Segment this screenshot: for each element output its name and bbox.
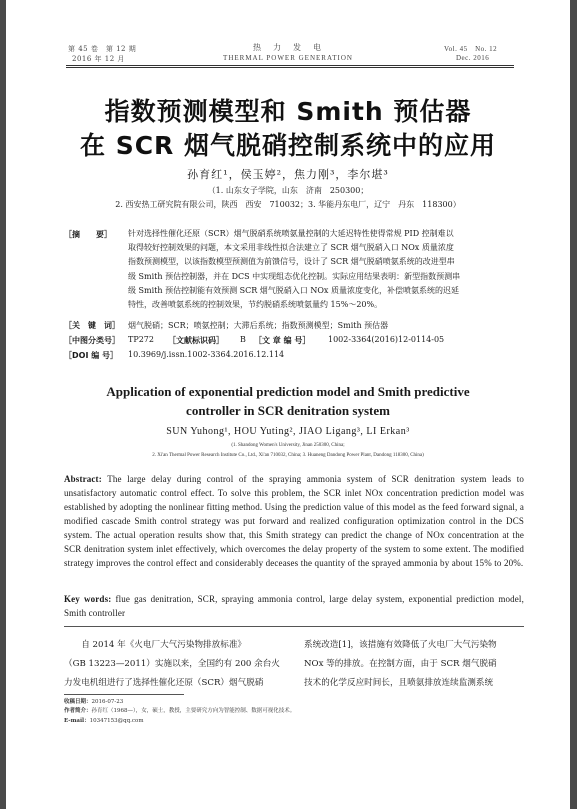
body-right-line: NOx 等的排放。在控制方面，由于 SCR 烟气脱硝 [304, 659, 497, 669]
author-email[interactable]: 10347153@qq.com [89, 718, 144, 724]
body-column-left [64, 636, 282, 693]
author-bio-label: 作者简介： [64, 708, 92, 714]
keywords-en-label: Key words: [64, 594, 112, 604]
clc-code: TP272 [128, 335, 154, 344]
clc-label: ［中图分类号］ [64, 336, 120, 345]
header-date-en: Dec. 2016 [456, 54, 490, 62]
abstract-cn-line: 针对选择性催化还原（SCR）烟气脱硝系统喷氨量控制的大延迟特性使得常规 PID 控制难以 [128, 229, 454, 238]
doc-code-label: ［文献标识码］ [168, 336, 224, 345]
body-left-line: 自 2014 年《火电厂大气污染物排放标准》 [64, 640, 247, 650]
section-divider [64, 626, 524, 627]
header-vol-en: Vol. 45 No. 12 [444, 45, 498, 53]
header-journal-cn: 热 力 发 电 [253, 43, 323, 52]
body-left-line: （GB 13223—2011）实施以来，全国约有 200 余台火 [64, 659, 280, 669]
doi-label: ［DOI 编 号］ [64, 351, 118, 360]
footnote-rule [64, 694, 184, 695]
abstract-en-label: Abstract: [64, 474, 102, 484]
body-right-line: 技术的化学反应时间长，且喷氨排放连续监测系统 [304, 678, 494, 688]
footnote-email [64, 716, 144, 724]
keywords-en-text: flue gas denitration, SCR, spraying ammonia control, large delay system, exponential prediction model, Smith controller [64, 594, 524, 618]
abstract-cn-line: 级 Smith 预估控制能有效预测 SCR 烟气脱硝入口 NOx 质量浓度变化，补偿喷氨系统的迟延 [128, 285, 459, 295]
body-column-right [304, 636, 522, 693]
title-cn-line1: 指数预测模型和 Smith 预估器 [104, 97, 472, 126]
body-right-line: 系统改造[1]，该措施有效降低了火电厂大气污染物 [304, 640, 497, 650]
title-cn-line2: 在 SCR 烟气脱硝控制系统中的应用 [79, 131, 496, 160]
article-no: 1002-3364(2016)12-0114-05 [328, 335, 445, 344]
header-volume: 第 45 卷 第 12 期 [68, 45, 137, 53]
keywords-en-block [64, 592, 524, 620]
abstract-en-text: The large delay during control of the spraying ammonia system of SCR denitration system leads to unsatisfactory automatic control effect. To solve this problem, the SCR inlet NOx concentration prediction model was established by adopting the nonlinear fitting method. Using the prediction value of this model as the feed forward signal, a modified cascade Smith control strategy was put forward and realized configuration optimization control in the DCS system. The actual operation results show that, this Smith strategy can predict the change of NOx concentration at the SCR denitration system inlet effectively, which overcomes the delay property of the system to some extent. The modified strategy improves the control effect and considerably deceases the quantity of the sprayed ammonia by about 15% to 20%. [64, 474, 524, 568]
email-label: E-mail： [64, 718, 90, 724]
keywords-cn-label: ［关 键 词］ [64, 321, 120, 330]
author-bio: 孙育红（1968—），女，硕士，教授，主要研究方向为智能控制、数据可视化技术。 [91, 708, 296, 714]
abstract-cn-line: 取得较好控制效果的问题，本文采用非线性拟合法建立了 SCR 烟气脱硝入口 NOx 质量浓度 [128, 243, 454, 253]
keywords-cn: 烟气脱硝；SCR；喷氨控制；大滞后系统；指数预测模型；Smith 预估器 [128, 321, 389, 330]
received-date: 2016-07-23 [91, 699, 124, 705]
journal-page [6, 0, 570, 809]
title-en-line1: Application of exponential prediction model and Smith predictive [106, 384, 470, 399]
authors-en: SUN Yuhong¹, HOU Yuting², JIAO Ligang³, LI Erkan³ [166, 426, 410, 437]
received-label: 收稿日期： [64, 699, 92, 705]
affiliation-en-1: (1. Shandong Women's University, Jinan 250300, China; [231, 443, 345, 448]
article-no-label: ［文 章 编 号］ [254, 336, 311, 345]
doi-value[interactable]: 10.3969/j.issn.1002-3364.2016.12.114 [128, 350, 285, 359]
abstract-cn-line: 特性，改善喷氨系统的控制效果，节约脱硝系统喷氨量约 15%～20%。 [128, 300, 383, 310]
abstract-cn-body [128, 227, 528, 312]
affiliation-cn-1: （1. 山东女子学院，山东 济南 250300； [207, 186, 369, 195]
authors-cn: 孙育红¹，侯玉婷²，焦力刚³，李尔堪³ [187, 168, 389, 181]
header-journal-en: THERMAL POWER GENERATION [223, 54, 353, 62]
abstract-en [64, 472, 524, 570]
footnote-received [64, 697, 123, 705]
header-rule [66, 65, 514, 66]
abstract-cn-line: 级 Smith 预估控制器，并在 DCS 中实现组态优化控制。实际应用结果表明：新型指数预测串 [128, 271, 461, 281]
footnote-author [64, 706, 295, 714]
header-rule-2 [66, 67, 514, 68]
doc-code: B [240, 335, 246, 344]
body-left-line: 力发电机组进行了选择性催化还原（SCR）烟气脱硝 [64, 678, 264, 688]
header-date: 2016 年 12 月 [72, 55, 125, 63]
abstract-cn-line: 指数预测模型，以该指数模型预测值为前馈信号，设计了 SCR 烟气脱硝喷氨系统的改进型串 [128, 257, 455, 267]
title-en-line2: controller in SCR denitration system [186, 403, 390, 418]
abstract-cn-label: ［摘 要］ [64, 230, 112, 239]
affiliation-en-2: 2. Xi'an Thermal Power Research Institute Co., Ltd., Xi'an 710032, China; 3. Huaneng Dandong Power Plant, Dandong 118300, China) [152, 453, 424, 458]
affiliation-cn-2: 2. 西安热工研究院有限公司，陕西 西安 710032；3. 华能丹东电厂，辽宁 丹东 118300） [115, 200, 461, 209]
